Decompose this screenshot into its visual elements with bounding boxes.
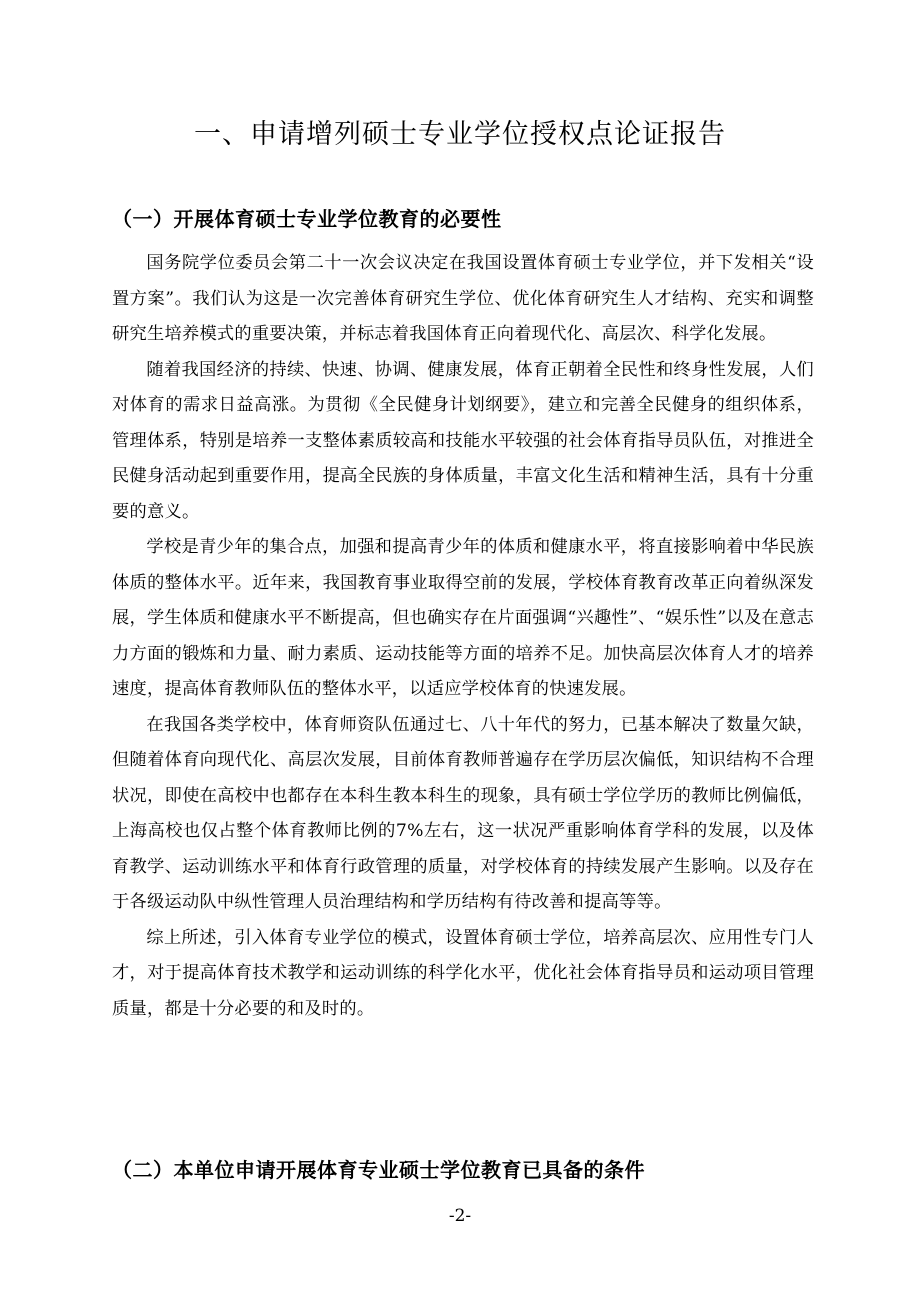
document-title: 一、申请增列硕士专业学位授权点论证报告 [194, 119, 726, 150]
paragraph: 学校是青少年的集合点，加强和提高青少年的体质和健康水平，将直接影响着中华民族体质的整体水平。近年来，我国教育事业取得空前的发展，学校体育教育改革正向着纵深发展，学生体质和健康水平不断提高，但也确实存在片面强调“兴趣性”、“娱乐性”以及在意志力方面的锻炼和力量、耐力素质、运动技能等方面的培养不足。加快高层次体育人才的培养速度，提高体育教师队伍的整体水平，以适应学校体育的快速发展。 [112, 537, 814, 699]
page-number: -2- [448, 1206, 472, 1226]
section-heading-conditions: （二）本单位申请开展体育专业硕士学位教育已具备的条件 [112, 1158, 645, 1182]
section-body-necessity [112, 246, 814, 1027]
section-heading-necessity: （一）开展体育硕士专业学位教育的必要性 [112, 207, 502, 231]
paragraph: 在我国各类学校中，体育师资队伍通过七、八十年代的努力，已基本解决了数量欠缺，但随着体育向现代化、高层次发展，目前体育教师普遍存在学历层次偏低，知识结构不合理状况，即使在高校中也都存在本科生教本科生的现象，具有硕士学位学历的教师比例偏低，上海高校也仅占整个体育教师比例的7%左右，这一状况严重影响体育学科的发展，以及体育教学、运动训练水平和体育行政管理的质量，对学校体育的持续发展产生影响。以及存在于各级运动队中纵性管理人员治理结构和学历结构有待改善和提高等等。 [112, 714, 814, 912]
paragraph: 国务院学位委员会第二十一次会议决定在我国设置体育硕士专业学位，并下发相关“设置方案”。我们认为这是一次完善体育研究生学位、优化体育研究生人才结构、充实和调整研究生培养模式的重要决策，并标志着我国体育正向着现代化、高层次、科学化发展。 [112, 253, 814, 344]
paragraph: 综上所述，引入体育专业学位的模式，设置体育硕士学位，培养高层次、应用性专门人才，对于提高体育技术教学和运动训练的科学化水平，优化社会体育指导员和运动项目管理质量，都是十分必要的和及时的。 [112, 927, 814, 1019]
paragraph: 随着我国经济的持续、快速、协调、健康发展，体育正朝着全民性和终身性发展，人们对体育的需求日益高涨。为贯彻《全民健身计划纲要》，建立和完善全民健身的组织体系，管理体系，特别是培养一支整体素质较高和技能水平较强的社会体育指导员队伍，对推进全民健身活动起到重要作用，提高全民族的身体质量，丰富文化生活和精神生活，具有十分重要的意义。 [112, 359, 814, 522]
